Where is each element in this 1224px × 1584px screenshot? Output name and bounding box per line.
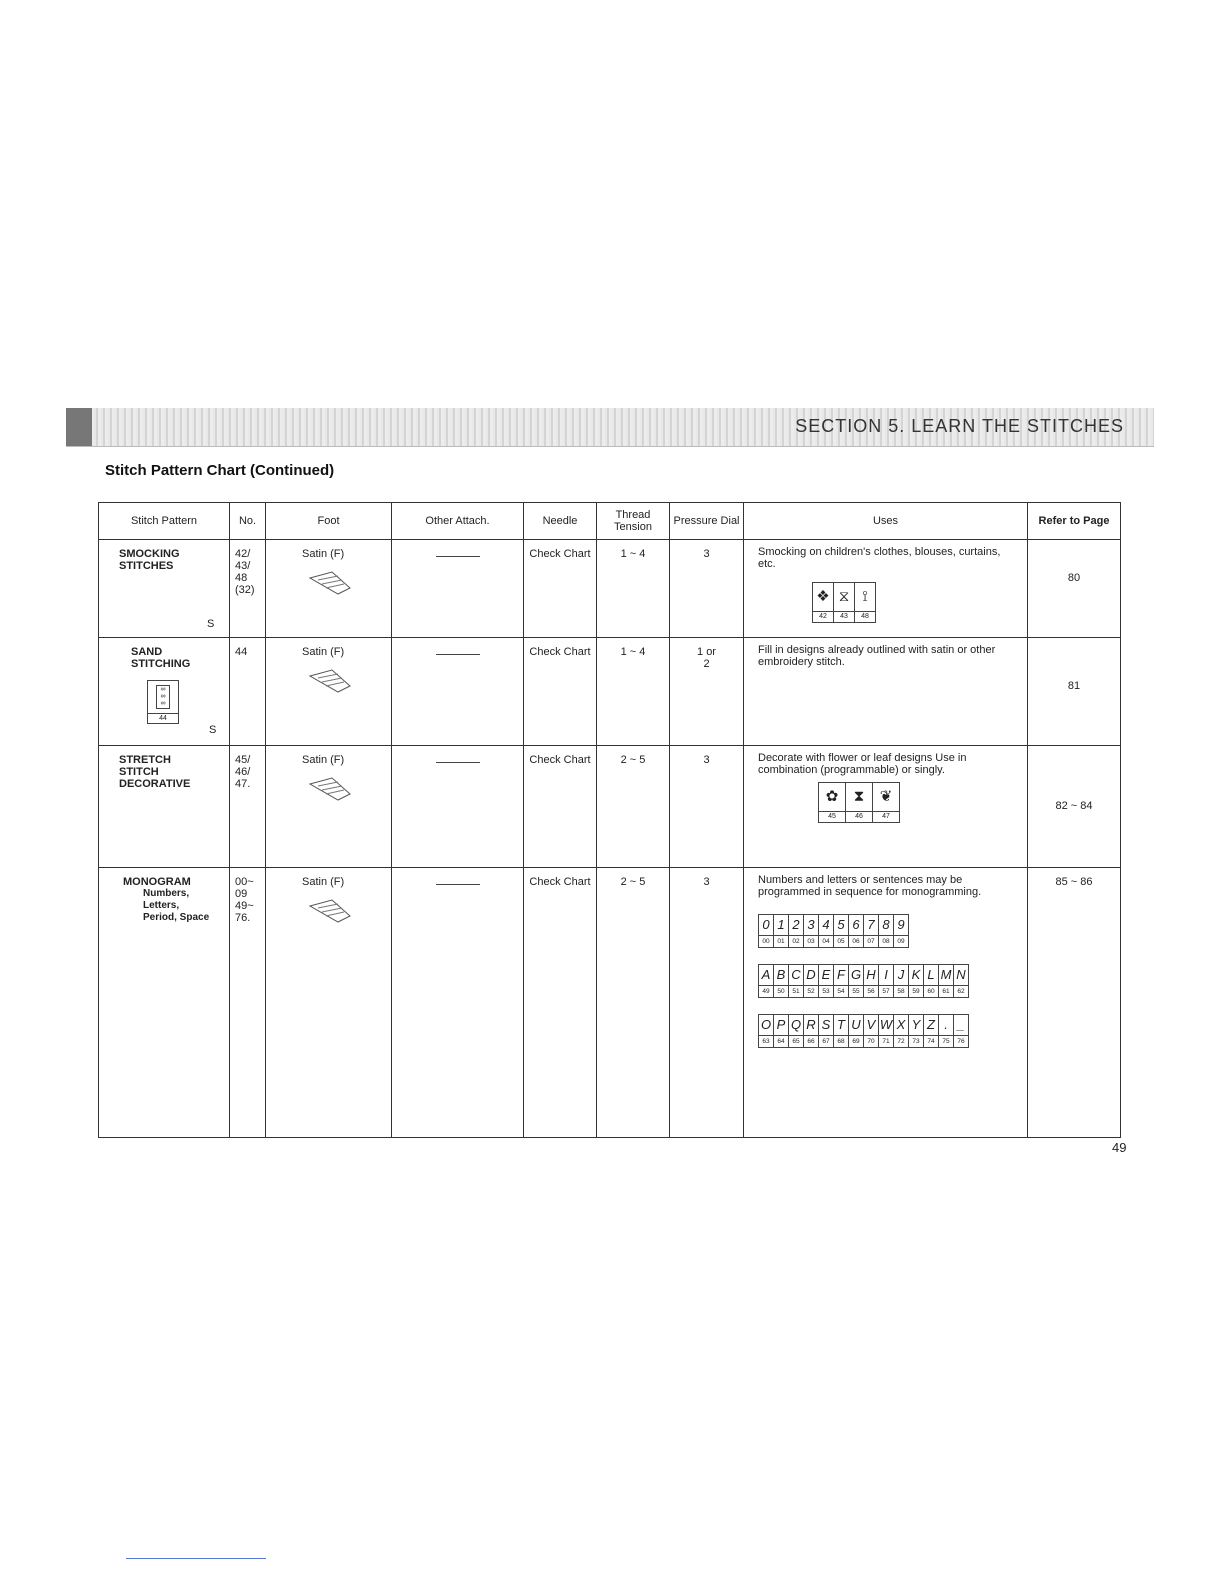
monogram-grids: [744, 908, 1027, 1048]
pattern-name: SAND STITCHING: [131, 646, 191, 670]
refer-page: 80: [1067, 572, 1081, 584]
tension-value: 1 ~ 4: [620, 548, 646, 560]
banner-dark-block: [66, 408, 92, 446]
uses-text: Smocking on children's clothes, blouses, curtains, etc.: [758, 546, 1001, 570]
other-attach-dash: [436, 556, 480, 557]
needle-value: Check Chart: [529, 754, 591, 766]
smocking-stitch-42-icon: ❖: [813, 583, 834, 611]
monogram-code: 50: [774, 986, 789, 997]
monogram-char: .: [939, 1015, 954, 1035]
monogram-code: 52: [804, 986, 819, 997]
pattern-name: SMOCKING STITCHES: [119, 548, 180, 572]
monogram-char: G: [849, 965, 864, 985]
pattern-number: 44: [235, 646, 248, 658]
pattern-subtext: Numbers, Letters, Period, Space: [143, 888, 210, 923]
monogram-char: S: [819, 1015, 834, 1035]
chart-subtitle: Stitch Pattern Chart (Continued): [105, 462, 335, 479]
pattern-name: STRETCH STITCH DECORATIVE: [119, 754, 191, 790]
monogram-code: 64: [774, 1036, 789, 1047]
sand-stitch-symbol: [147, 680, 179, 724]
monogram-code: 59: [909, 986, 924, 997]
section-title: SECTION 5. LEARN THE STITCHES: [795, 416, 1124, 436]
monogram-char: B: [774, 965, 789, 985]
monogram-char: L: [924, 965, 939, 985]
stitch-label: 45: [819, 812, 846, 822]
monogram-char: Z: [924, 1015, 939, 1035]
header-pressure: Pressure Dial: [670, 503, 744, 540]
monogram-code: 69: [849, 1036, 864, 1047]
monogram-grid: [758, 1014, 969, 1048]
pattern-number: 00~ 09 49~ 76.: [235, 876, 254, 924]
satin-foot-icon: [308, 776, 391, 805]
monogram-code: 06: [849, 936, 864, 947]
monogram-char: W: [879, 1015, 894, 1035]
header-refer: Refer to Page: [1028, 503, 1121, 540]
monogram-code: 58: [894, 986, 909, 997]
table-row: [99, 746, 1121, 868]
stitch-label: 48: [861, 613, 869, 620]
pressure-value: 1 or 2: [697, 646, 716, 670]
monogram-code: 00: [759, 936, 774, 947]
header-foot: Foot: [266, 503, 392, 540]
foot-label: Satin (F): [302, 754, 345, 766]
monogram-code: 57: [879, 986, 894, 997]
monogram-code: 71: [879, 1036, 894, 1047]
monogram-char: U: [849, 1015, 864, 1035]
monogram-code: 70: [864, 1036, 879, 1047]
monogram-code: 65: [789, 1036, 804, 1047]
monogram-char: 6: [849, 915, 864, 935]
satin-foot-icon: [308, 668, 391, 697]
monogram-code: 01: [774, 936, 789, 947]
monogram-char: K: [909, 965, 924, 985]
tension-value: 2 ~ 5: [620, 876, 646, 888]
monogram-code: 54: [834, 986, 849, 997]
tension-value: 1 ~ 4: [620, 646, 646, 658]
needle-value: Check Chart: [529, 548, 591, 560]
stitch-label: 42: [813, 612, 834, 622]
header-pattern: Stitch Pattern: [99, 503, 230, 540]
monogram-char: O: [759, 1015, 774, 1035]
pattern-number: 45/ 46/ 47.: [235, 754, 251, 790]
monogram-code: 60: [924, 986, 939, 997]
uses-text: Numbers and letters or sentences may be programmed in sequence for monogramming.: [758, 874, 982, 898]
section-banner: [66, 408, 1154, 447]
monogram-char: 0: [759, 915, 774, 935]
monogram-code: 49: [759, 986, 774, 997]
decorative-stitch-symbols: [818, 782, 900, 823]
monogram-char: F: [834, 965, 849, 985]
monogram-char: M: [939, 965, 954, 985]
monogram-code: 74: [924, 1036, 939, 1047]
monogram-grid: [758, 964, 969, 998]
pattern-name: MONOGRAM: [123, 876, 191, 888]
foot-label: Satin (F): [302, 646, 345, 658]
page-number: 49: [1112, 1140, 1127, 1155]
header-row: [99, 503, 1121, 540]
sand-stitch-icon: ∞ ∞ ∞: [156, 685, 170, 709]
monogram-char: _: [957, 1017, 965, 1032]
monogram-code: 05: [834, 936, 849, 947]
pressure-value: 3: [703, 876, 710, 888]
pattern-number: 42/ 43/ 48 (32): [235, 548, 255, 596]
monogram-char: I: [879, 965, 894, 985]
monogram-code: 09: [897, 938, 905, 945]
monogram-code: 72: [894, 1036, 909, 1047]
monogram-code: 03: [804, 936, 819, 947]
smocking-stitch-48-icon: ⟟: [862, 588, 868, 605]
monogram-code: 07: [864, 936, 879, 947]
monogram-char: T: [834, 1015, 849, 1035]
monogram-char: J: [894, 965, 909, 985]
leaf-stitch-47-icon: ❦: [879, 788, 893, 805]
monogram-code: 73: [909, 1036, 924, 1047]
monogram-char: 4: [819, 915, 834, 935]
monogram-code: 55: [849, 986, 864, 997]
monogram-char: V: [864, 1015, 879, 1035]
header-uses: Uses: [744, 503, 1028, 540]
uses-text: Fill in designs already outlined with satin or other embroidery stitch.: [758, 644, 996, 668]
monogram-char: 5: [834, 915, 849, 935]
tension-value: 2 ~ 5: [620, 754, 646, 766]
flower-stitch-45-icon: ✿: [819, 783, 846, 811]
monogram-char: P: [774, 1015, 789, 1035]
monogram-char: E: [819, 965, 834, 985]
monogram-char: 2: [789, 915, 804, 935]
smocking-stitch-symbols: [812, 582, 876, 623]
monogram-char: 3: [804, 915, 819, 935]
refer-page: 85 ~ 86: [1055, 876, 1093, 888]
monogram-char: 9: [897, 917, 905, 932]
monogram-code: 67: [819, 1036, 834, 1047]
header-tension: Thread Tension: [597, 503, 670, 540]
monogram-code: 56: [864, 986, 879, 997]
monogram-code: 76: [957, 1038, 965, 1045]
pressure-value: 3: [703, 754, 710, 766]
pattern-mark: S: [209, 724, 217, 736]
monogram-char: R: [804, 1015, 819, 1035]
monogram-code: 68: [834, 1036, 849, 1047]
monogram-code: 02: [789, 936, 804, 947]
monogram-code: 08: [879, 936, 894, 947]
monogram-code: 51: [789, 986, 804, 997]
table-row: [99, 638, 1121, 746]
monogram-grid: [758, 914, 909, 948]
header-needle: Needle: [524, 503, 597, 540]
monogram-char: H: [864, 965, 879, 985]
stitch-label: 43: [834, 612, 855, 622]
header-other: Other Attach.: [392, 503, 524, 540]
monogram-char: Y: [909, 1015, 924, 1035]
satin-foot-icon: [308, 898, 391, 927]
needle-value: Check Chart: [529, 876, 591, 888]
monogram-code: 61: [939, 986, 954, 997]
monogram-char: 7: [864, 915, 879, 935]
monogram-code: 66: [804, 1036, 819, 1047]
stitch-label: 46: [846, 812, 873, 822]
monogram-char: X: [894, 1015, 909, 1035]
monogram-char: D: [804, 965, 819, 985]
monogram-char: A: [759, 965, 774, 985]
smocking-stitch-43-icon: ⧖: [834, 583, 855, 611]
footer-link-line: [126, 1558, 266, 1559]
pattern-mark: S: [207, 618, 215, 630]
monogram-code: 62: [957, 988, 965, 995]
monogram-char: Q: [789, 1015, 804, 1035]
pressure-value: 3: [703, 548, 710, 560]
monogram-char: 8: [879, 915, 894, 935]
stitch-pattern-table: [98, 502, 1121, 1138]
monogram-code: 04: [819, 936, 834, 947]
monogram-code: 63: [759, 1036, 774, 1047]
refer-page: 81: [1067, 680, 1081, 692]
foot-label: Satin (F): [302, 876, 345, 888]
satin-foot-icon: [308, 570, 391, 599]
monogram-char: 1: [774, 915, 789, 935]
needle-value: Check Chart: [529, 646, 591, 658]
sand-stitch-label: 44: [148, 713, 178, 723]
table-row: [99, 540, 1121, 638]
other-attach-dash: [436, 654, 480, 655]
stitch-label: 47: [882, 813, 890, 820]
foot-label: Satin (F): [302, 548, 345, 560]
monogram-code: 53: [819, 986, 834, 997]
monogram-char: N: [956, 967, 966, 982]
leaf-stitch-46-icon: ⧗: [846, 783, 873, 811]
refer-page: 82 ~ 84: [1055, 800, 1093, 812]
monogram-code: 75: [939, 1036, 954, 1047]
other-attach-dash: [436, 762, 480, 763]
uses-text: Decorate with flower or leaf designs Use in combination (programmable) or singly.: [758, 752, 967, 776]
monogram-char: C: [789, 965, 804, 985]
header-no: No.: [230, 503, 266, 540]
table-row: [99, 868, 1121, 1138]
other-attach-dash: [436, 884, 480, 885]
